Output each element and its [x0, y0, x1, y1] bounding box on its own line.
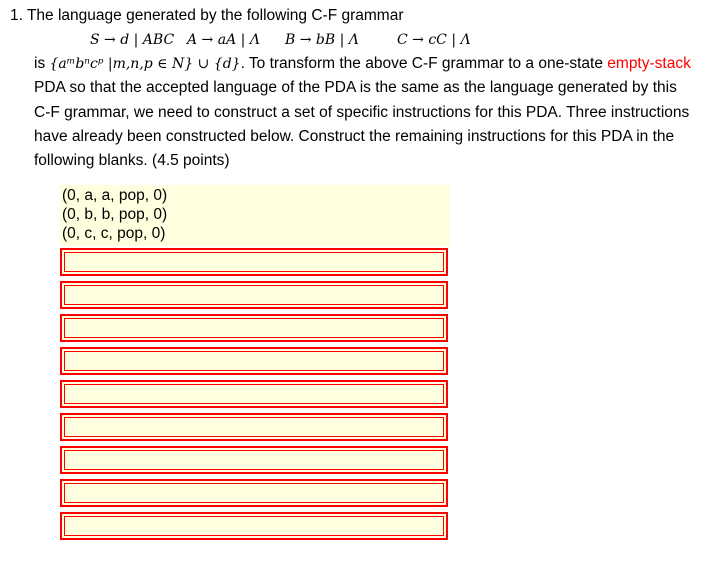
given-instruction-2: (0, b, b, pop, 0) [62, 206, 168, 223]
given-instructions-box [60, 185, 450, 246]
answer-blank-3[interactable] [60, 314, 448, 342]
answer-blank-6[interactable] [60, 413, 448, 441]
answer-blank-4[interactable] [60, 347, 448, 375]
given-instruction-1: (0, a, a, pop, 0) [62, 187, 168, 204]
answer-blank-5[interactable] [60, 380, 448, 408]
question-title-text: The language generated by the following C-F grammar [26, 7, 404, 24]
grammar-rule-c: C → cC | Λ [397, 32, 471, 48]
question-number: 1. [10, 7, 23, 24]
answer-blank-2[interactable] [60, 281, 448, 309]
given-instruction-3: (0, c, c, pop, 0) [62, 225, 166, 242]
grammar-rule-s: S → d | ABC [90, 32, 175, 48]
answer-blank-7[interactable] [60, 446, 448, 474]
paragraph-part-1: . To transform the above C-F grammar to a one-state [240, 55, 608, 72]
answer-blank-8[interactable] [60, 479, 448, 507]
grammar-rule-a: A → aA | Λ [187, 32, 260, 48]
empty-stack-term: empty-stack [607, 55, 691, 72]
question-paragraph [34, 52, 694, 173]
paragraph-prefix: is [34, 55, 50, 72]
answer-blank-1[interactable] [60, 248, 448, 276]
paragraph-part-2: PDA so that the accepted language of the PDA is the same as the language generated by this C-F grammar, we need to construct a set of specific instructions for this PDA. Three instructions have already been constructed below. Construct the remaining instructions for this PDA in the following blanks. (4.5 points) [34, 79, 690, 170]
answer-blank-9[interactable] [60, 512, 448, 540]
language-formula: {aᵐbⁿcᵖ |m,n,p ∈ N} ∪ {d} [49, 56, 241, 72]
grammar-rule-b: B → bB | Λ [285, 32, 359, 48]
question-title [10, 6, 403, 26]
